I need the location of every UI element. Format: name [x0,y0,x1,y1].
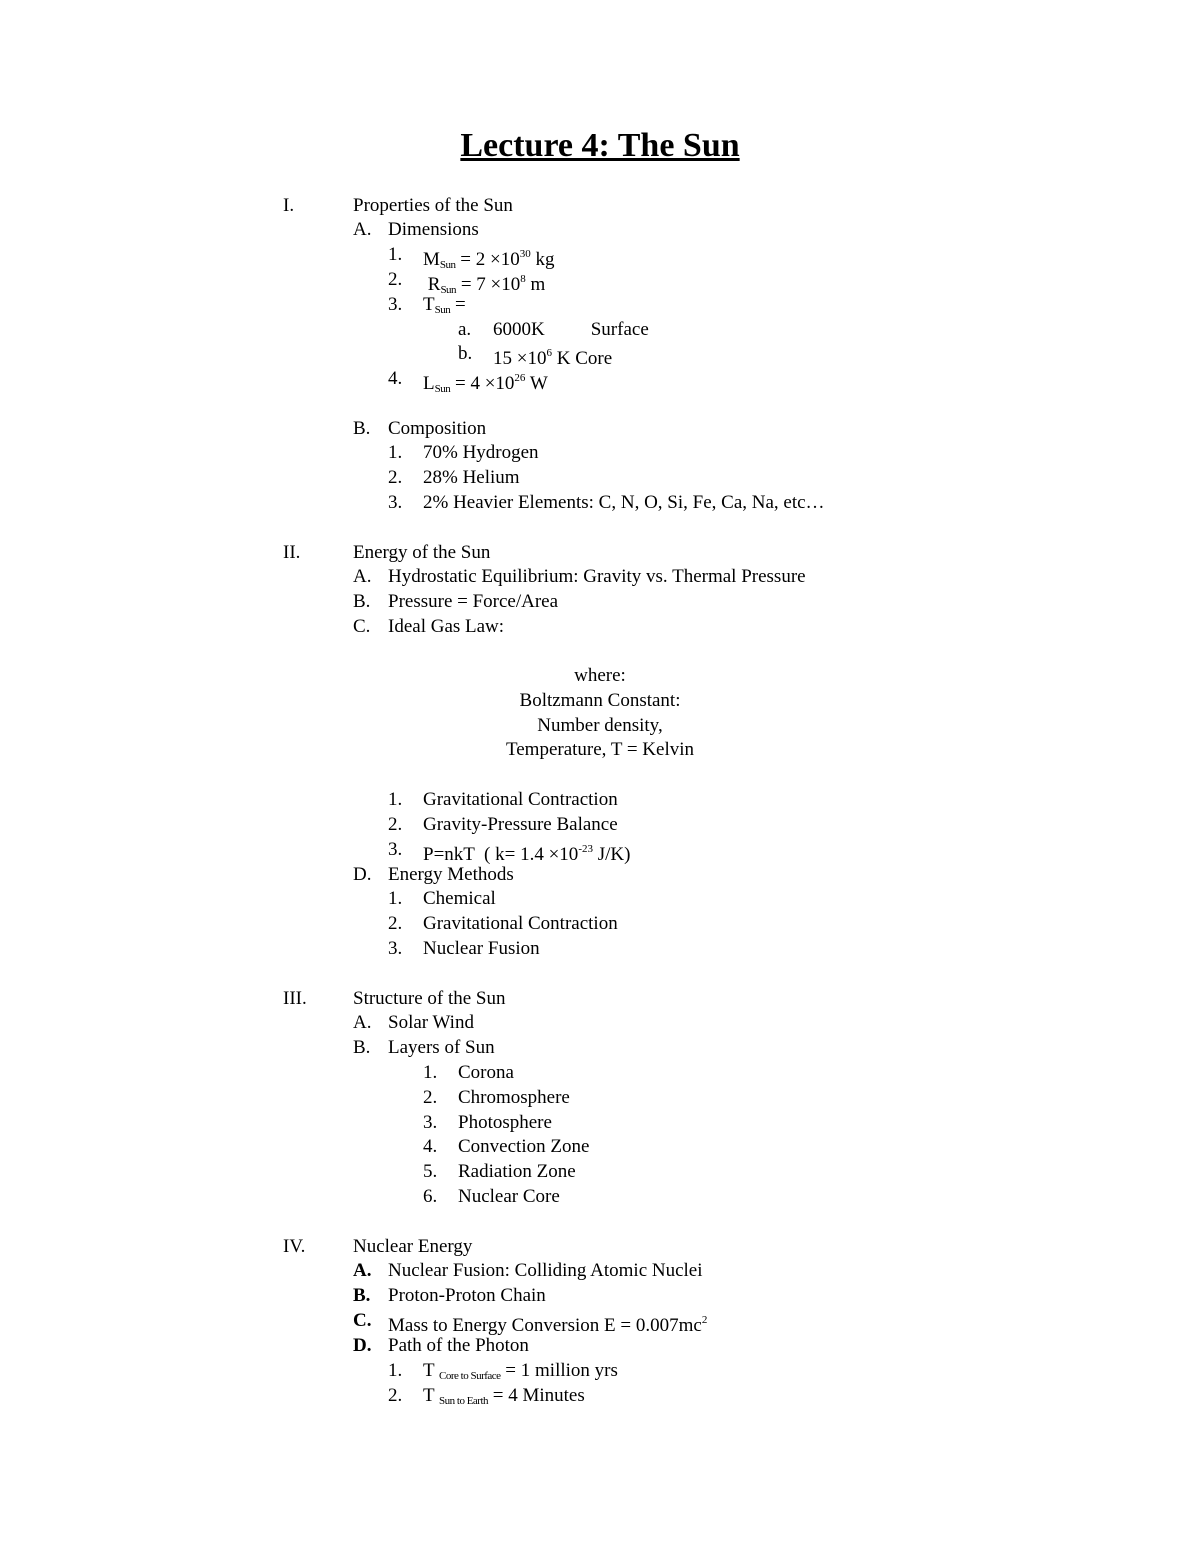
exponent: 6 [546,347,552,359]
section-label: Energy of the Sun [353,542,491,563]
value: = 1 million yrs [500,1360,618,1381]
item-text: 28% Helium [423,467,520,488]
subscript: Sun [440,284,457,296]
item-marker: C. [353,616,371,637]
formula: P=nkT ( k= 1.4 ×10 [423,844,579,865]
section-number: I. [283,195,295,216]
symbol: T [423,294,435,315]
formula: Mass to Energy Conversion E = 0.007mc [388,1315,702,1336]
item-text: Ideal Gas Law: [388,616,505,637]
item-text: Hydrostatic Equilibrium: Gravity vs. Thermal Pressure [388,566,806,587]
item-marker: 1. [388,244,403,265]
section-label: Nuclear Energy [353,1236,473,1257]
item-marker: D. [353,1335,372,1356]
value: 6000K [493,319,545,340]
item-marker: A. [353,1012,372,1033]
item-text [493,317,649,342]
item-text: Radiation Zone [458,1161,576,1182]
item-marker: 4. [423,1136,438,1157]
item-marker: 1. [388,1360,403,1381]
value: = 4 Minutes [488,1385,585,1406]
item-text: 2% Heavier Elements: C, N, O, Si, Fe, Ca, Na, etc… [423,492,825,513]
item-marker: B. [353,1037,371,1058]
item-text: Photosphere [458,1112,552,1133]
unit: W [525,373,548,394]
item-marker: 2. [423,1087,438,1108]
subscript: Sun to Earth [439,1395,489,1407]
item-text: Convection Zone [458,1136,590,1157]
item-text: Pressure = Force/Area [388,591,559,612]
item-marker: A. [353,566,372,587]
item-marker: B. [353,418,371,439]
where-caption: Number density, [537,715,663,736]
item-label: Solar Wind [388,1012,474,1033]
item-marker: 4. [388,368,403,389]
symbol: M [423,249,440,270]
value: = 2 ×10 [455,249,520,270]
item-marker: C. [353,1310,372,1331]
exponent: -23 [578,843,593,855]
value: 15 ×10 [493,348,547,369]
unit: J/K) [592,844,631,865]
item-text: Gravitational Contraction [423,913,618,934]
exponent: 8 [520,273,526,285]
label: K Core [551,348,613,369]
item-marker: 6. [423,1186,438,1207]
item-marker: 3. [388,294,403,315]
symbol: R [423,274,441,295]
item-marker: A. [353,219,372,240]
item-text: Chromosphere [458,1087,570,1108]
item-marker: 3. [388,938,403,959]
section-number: II. [283,542,301,563]
section-label: Properties of the Sun [353,195,513,216]
where-caption: where: [574,665,626,686]
item-marker: 2. [388,467,403,488]
unit: m [525,274,546,295]
item-marker: b. [458,343,473,364]
item-marker: 1. [388,442,403,463]
subscript: Sun [434,383,451,395]
value: = 4 ×10 [450,373,515,394]
exponent: 30 [519,248,531,260]
item-marker: 1. [388,888,403,909]
unit: kg [530,249,555,270]
item-marker: A. [353,1260,372,1281]
item-label: Energy Methods [388,864,514,885]
page-title: Lecture 4: The Sun [460,127,740,164]
item-marker: 2. [388,814,403,835]
item-marker: 2. [388,269,403,290]
item-marker: 2. [388,913,403,934]
item-marker: a. [458,319,472,340]
subscript: Sun [434,304,451,316]
where-caption: Temperature, T = Kelvin [505,739,695,760]
item-marker: B. [353,591,371,612]
item-text: Proton-Proton Chain [388,1285,546,1306]
item-text: Nuclear Fusion [423,938,540,959]
subscript: Core to Surface [439,1370,501,1382]
item-marker: 3. [388,492,403,513]
item-label: Dimensions [388,219,479,240]
value: = [450,294,466,315]
item-text: Gravitational Contraction [423,789,618,810]
item-text: Nuclear Fusion: Colliding Atomic Nuclei [388,1260,703,1281]
item-marker: D. [353,864,372,885]
item-marker: 1. [423,1062,438,1083]
item-text [423,1383,585,1414]
item-text: Path of the Photon [388,1335,529,1356]
item-marker: B. [353,1285,371,1306]
item-marker: 2. [388,1385,403,1406]
item-marker: 3. [423,1112,438,1133]
symbol: L [423,373,435,394]
item-marker: 3. [388,839,403,860]
section-number: III. [283,988,307,1009]
item-marker: 1. [388,789,403,810]
item-text: Corona [458,1062,514,1083]
exponent: 26 [514,372,526,384]
section-number: IV. [283,1236,306,1257]
subscript: Sun [439,259,456,271]
item-text: Chemical [423,888,496,909]
symbol: T [423,1385,440,1406]
item-label: Layers of Sun [388,1037,495,1058]
where-caption: Boltzmann Constant: [519,690,681,711]
item-label: Composition [388,418,487,439]
item-text [423,366,548,402]
label: Surface [590,319,649,340]
section-label: Structure of the Sun [353,988,506,1009]
value: = 7 ×10 [456,274,521,295]
item-text: Gravity-Pressure Balance [423,814,618,835]
item-text: Nuclear Core [458,1186,560,1207]
exponent: 2 [701,1314,708,1326]
item-text: 70% Hydrogen [423,442,539,463]
item-marker: 5. [423,1161,438,1182]
symbol: T [423,1360,440,1381]
